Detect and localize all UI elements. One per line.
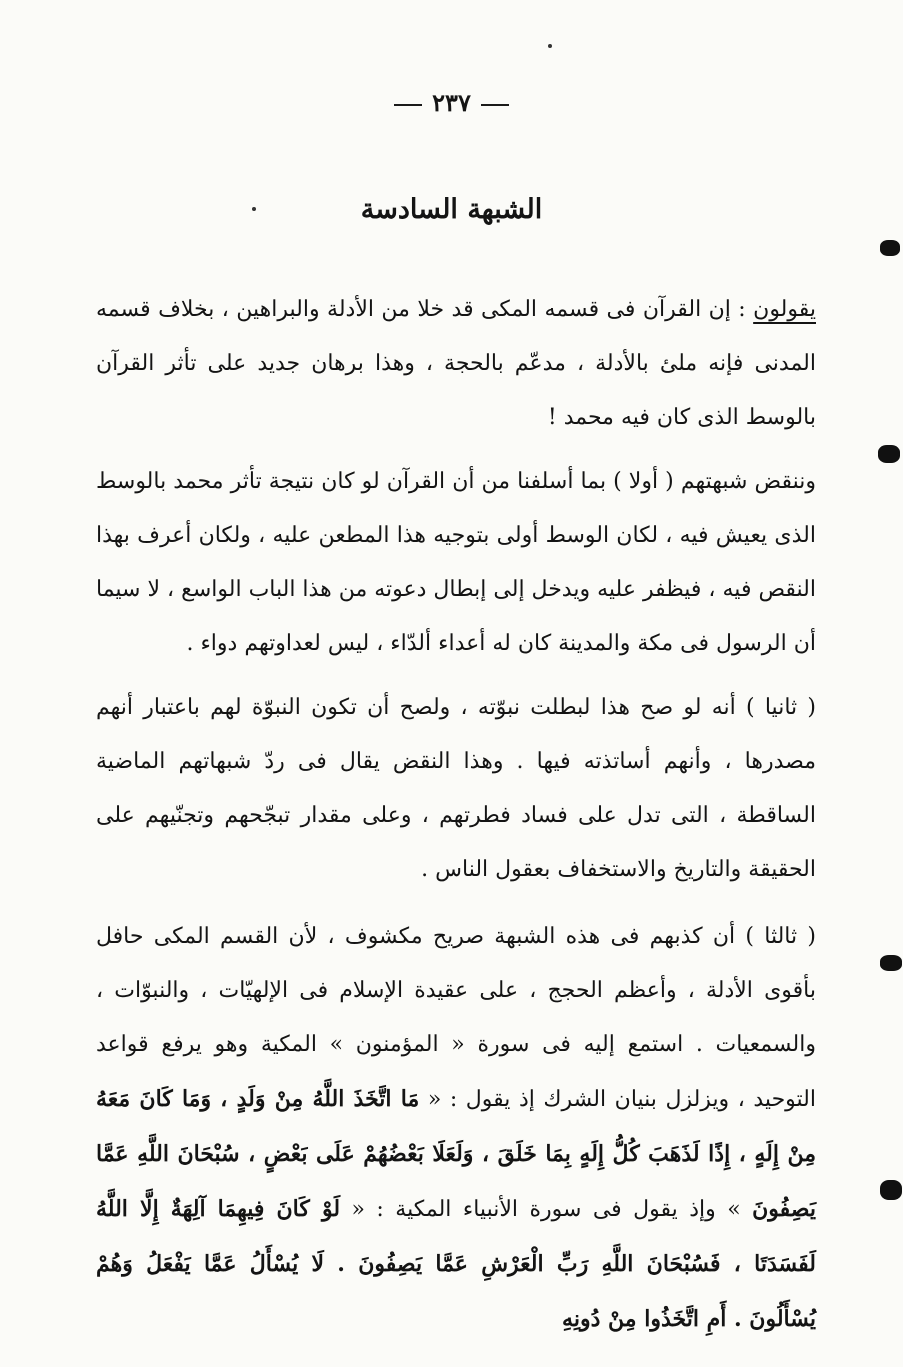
right-dash — [481, 104, 509, 106]
paragraph-2: وننقض شبهتهم ( أولا ) بما أسلفنا من أن القرآن لو كان نتيجة تأثر محمد بالوسط الذى يعيش فيه ، لكان الوسط أولى بتوجيه هذا المطعن عليه ، ولكان أعرف بهذا النقص فيه ، فيظفر عليه ويدخل إلى إبطال دعوته من هذا الباب الواسع ، لا سيما أن الرسول فى مكة والمدينة كان له أعداء ألدّاء ، ليس لعداوتهم دواء . — [96, 469, 816, 656]
scan-speck — [548, 44, 552, 48]
paragraph-4-text-middle: » وإذ يقول فى سورة الأنبياء المكية : « — [351, 1197, 741, 1222]
paragraph-4-text-before: ( ثالثا ) أن كذبهم فى هذه الشبهة صريح مكشوف ، لأن القسم المكى حافل بأقوى الأدلة ، وأعظم الحجج ، على عقيدة الإسلام فى الإلهيّات ، والنبوّات ، والسمعيات . استمع إليه فى سورة « المؤمنون » المكية وهو يرفع قواعد التوحيد ، ويزلزل بنيان الشرك إذ يقول : « — [96, 924, 816, 1112]
scan-mark — [878, 445, 900, 463]
page-number-text: ٢٣٧ — [432, 88, 471, 117]
paragraph-1 — [96, 283, 816, 445]
scan-mark — [880, 1180, 902, 1200]
section-heading: الشبهة السادسة — [360, 194, 543, 225]
scan-mark — [880, 240, 900, 256]
paragraph-1-keyword: يقولون — [753, 297, 816, 322]
paragraph-1-text: : إن القرآن فى قسمه المكى قد خلا من الأدلة والبراهين ، بخلاف قسمه المدنى فإنه ملئ بالأدلة ، مدعّم بالحجة ، وهذا برهان جديد على تأثر القرآن بالوسط الذى كان فيه محمد ! — [96, 297, 816, 430]
quran-quote-2: لَوْ كَانَ فِيهِمَا آلِهَةٌ إِلَّا اللَّهُ لَفَسَدَتَا ، فَسُبْحَانَ اللَّهِ رَبِّ الْعَرْشِ عَمَّا يَصِفُونَ . لَا يُسْأَلُ عَمَّا يَفْعَلُ وَهُمْ يُسْأَلُونَ . أَمِ اتَّخَذُوا مِنْ دُونِهِ — [96, 1196, 816, 1332]
paragraph-3: ( ثانيا ) أنه لو صح هذا لبطلت نبوّته ، ولصح أن تكون النبوّة لهم باعتبار أنهم مصدرها ، وأنهم أساتذته فيها . وهذا النقض يقال فى ردّ شبهاتهم الماضية الساقطة ، التى تدل على فساد فطرتهم ، وعلى مقدار تبجّحهم وتجنّيهم على الحقيقة والتاريخ والاستخفاف بعقول الناس . — [96, 695, 816, 882]
quran-quote-1: مَا اتَّخَذَ اللَّهُ مِنْ وَلَدٍ ، وَمَا كَانَ مَعَهُ مِنْ إِلَهٍ ، إِذًا لَذَهَبَ كُلُّ إِلَهٍ بِمَا خَلَقَ ، وَلَعَلَا بَعْضُهُمْ عَلَى بَعْضٍ ، سُبْحَانَ اللَّهِ عَمَّا يَصِفُونَ — [96, 1086, 816, 1222]
scan-mark — [880, 955, 902, 971]
paragraph-4 — [96, 910, 816, 1347]
left-dash — [394, 104, 422, 106]
page-number — [0, 88, 903, 117]
scan-speck — [252, 207, 256, 211]
